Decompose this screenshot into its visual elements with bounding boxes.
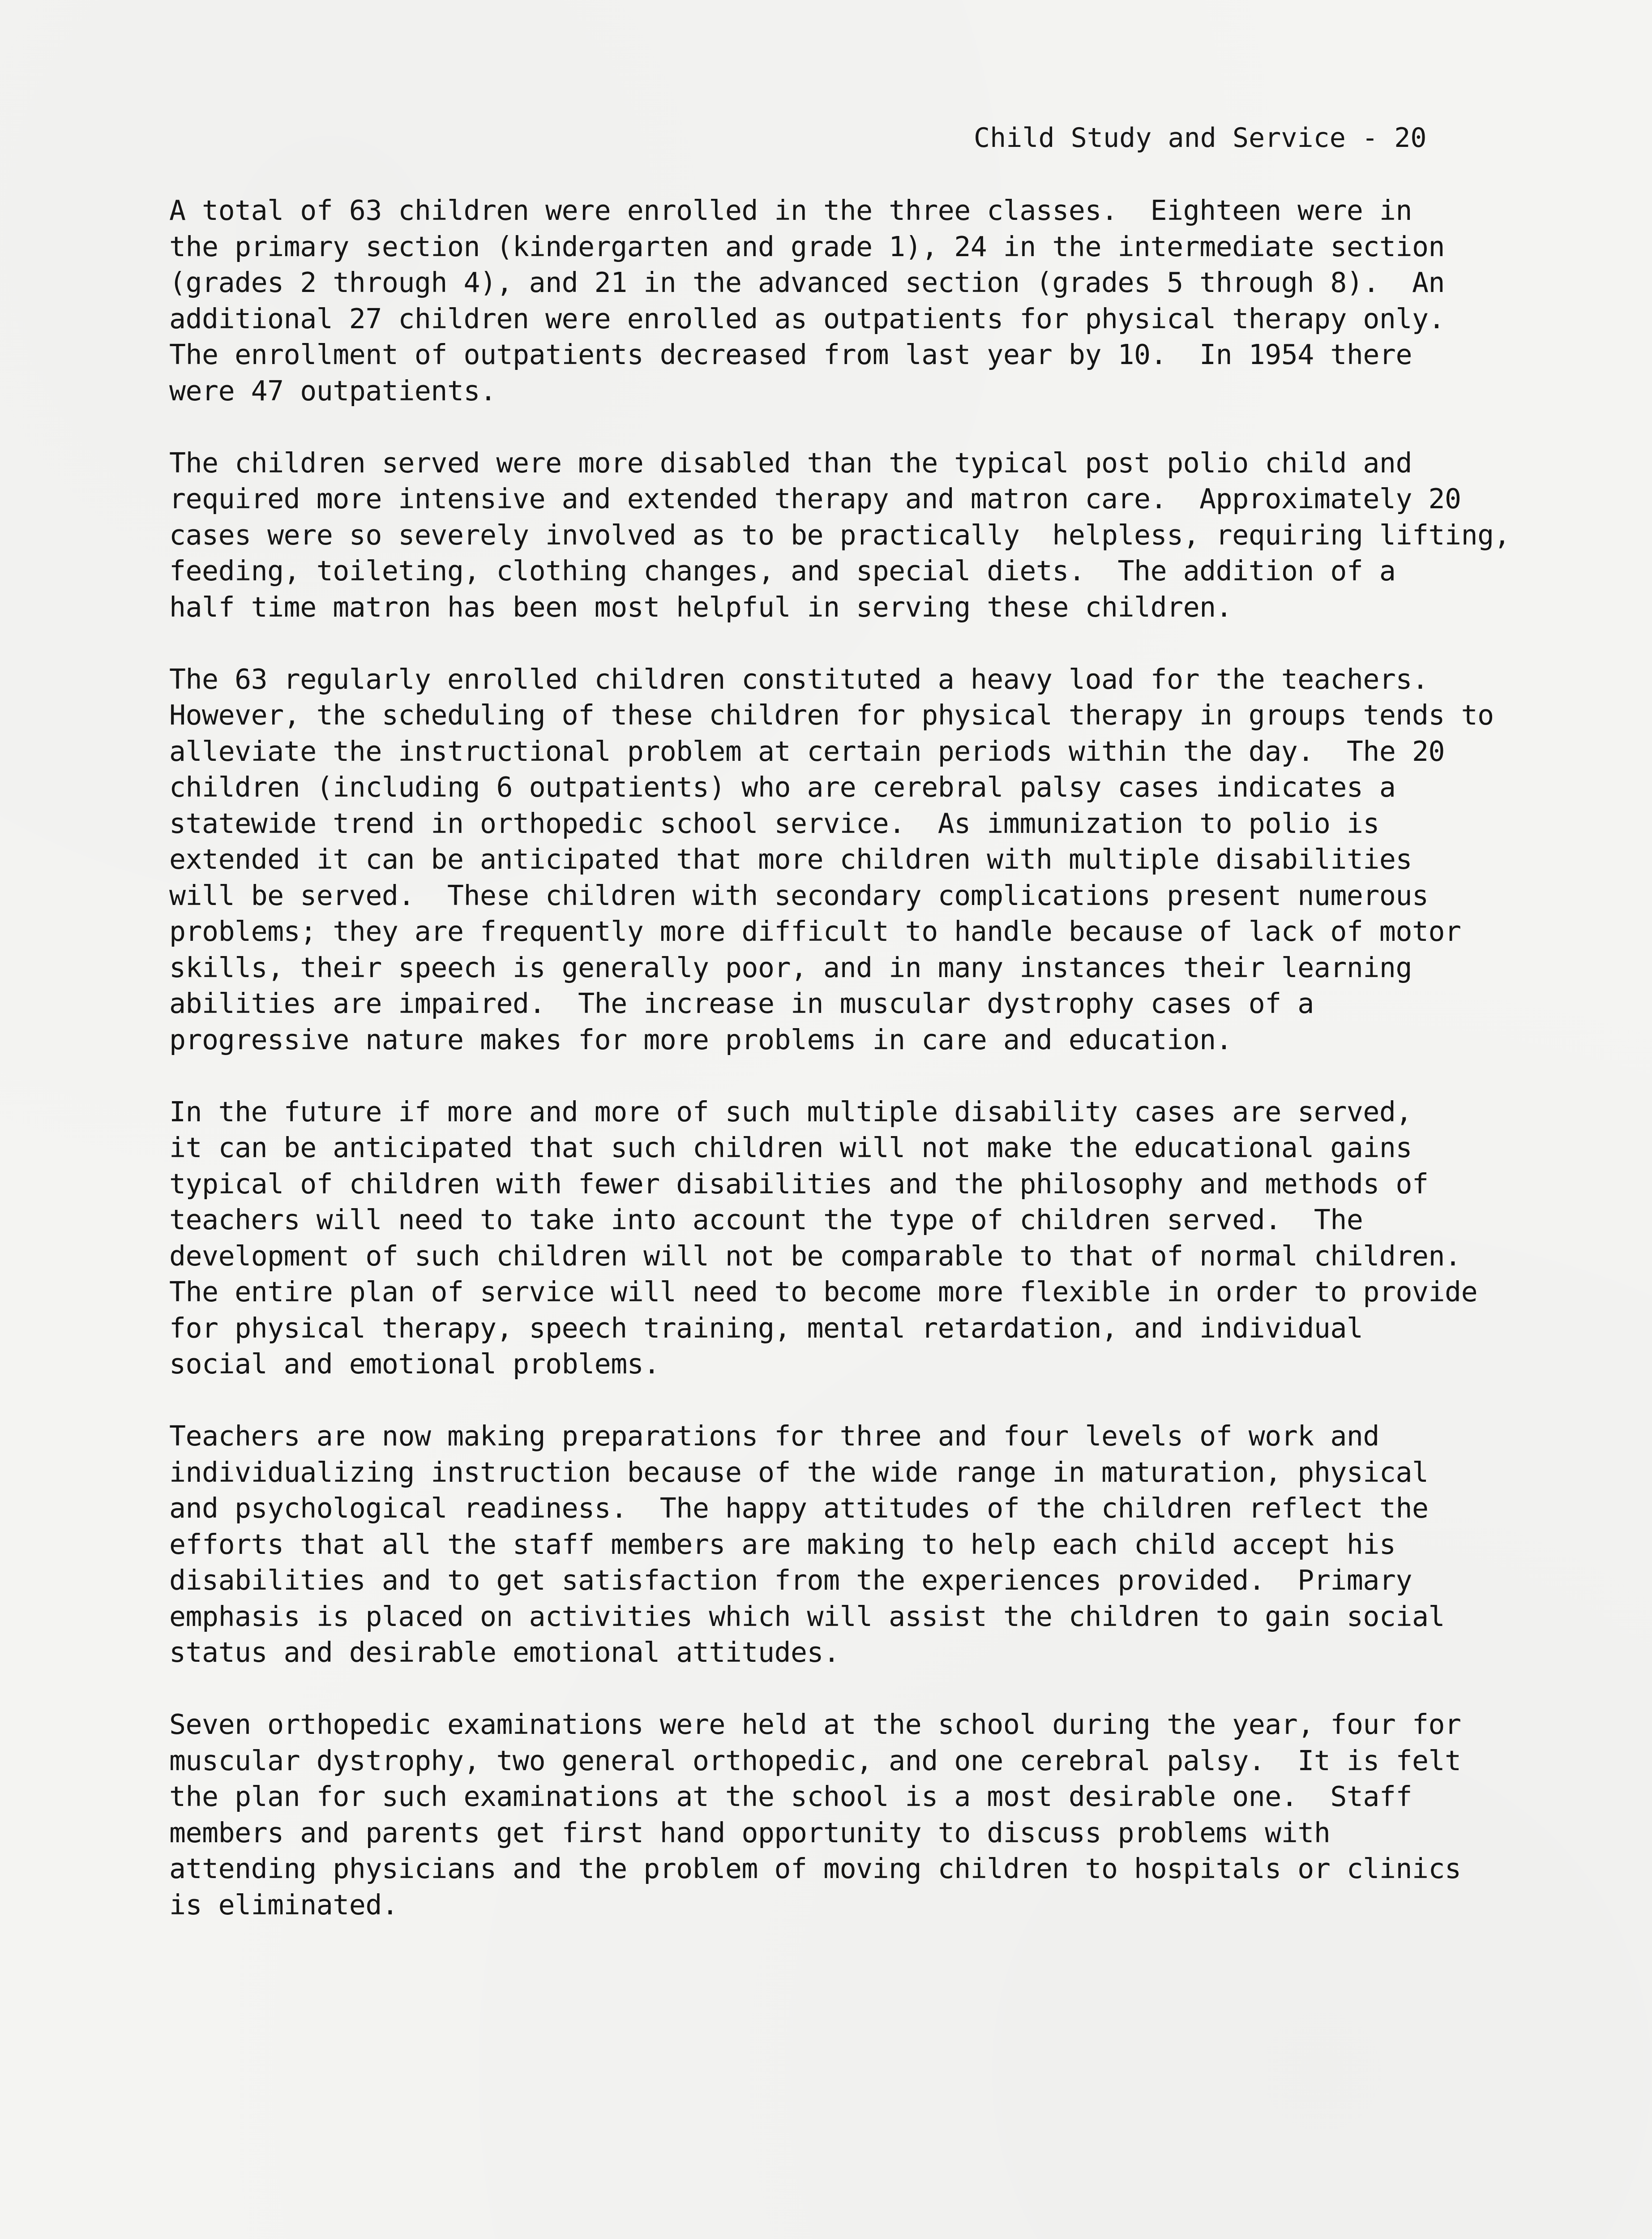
text-line: will be served. These children with secondary complications present numerous: [169, 879, 1429, 912]
paragraph: [169, 445, 1602, 626]
document-body: [169, 193, 1602, 1959]
text-line: typical of children with fewer disabilities and the philosophy and methods of: [169, 1167, 1429, 1200]
text-line: skills, their speech is generally poor, and in many instances their learning: [169, 951, 1412, 984]
text-line: Teachers are now making preparations for three and four levels of work and: [169, 1420, 1379, 1452]
text-line: were 47 outpatients.: [169, 374, 496, 407]
text-line: required more intensive and extended therapy and matron care. Approximately 20: [169, 483, 1461, 515]
paragraph: [169, 193, 1602, 409]
text-line: for physical therapy, speech training, mental retardation, and individual: [169, 1312, 1363, 1344]
text-line: teachers will need to take into account the type of children served. The: [169, 1204, 1363, 1236]
text-line: the primary section (kindergarten and grade 1), 24 in the intermediate section: [169, 230, 1445, 263]
text-line: status and desirable emotional attitudes.: [169, 1636, 840, 1669]
text-line: Seven orthopedic examinations were held at the school during the year, four for: [169, 1708, 1461, 1741]
text-line: emphasis is placed on activities which will assist the children to gain social: [169, 1600, 1445, 1633]
text-line: statewide trend in orthopedic school service. As immunization to polio is: [169, 807, 1379, 840]
paragraph: [169, 661, 1602, 1058]
text-line: alleviate the instructional problem at certain periods within the day. The 20: [169, 735, 1445, 768]
text-line: individualizing instruction because of the wide range in maturation, physical: [169, 1456, 1429, 1488]
text-line: disabilities and to get satisfaction from the experiences provided. Primary: [169, 1564, 1412, 1596]
text-line: (grades 2 through 4), and 21 in the advanced section (grades 5 through 8). An: [169, 266, 1445, 299]
text-line: extended it can be anticipated that more children with multiple disabilities: [169, 843, 1412, 875]
text-line: The 63 regularly enrolled children constituted a heavy load for the teachers.: [169, 663, 1429, 695]
text-line: In the future if more and more of such multiple disability cases are served,: [169, 1095, 1412, 1128]
running-header: Child Study and Service - 20: [974, 122, 1427, 154]
text-line: the plan for such examinations at the school is a most desirable one. Staff: [169, 1780, 1412, 1813]
text-line: However, the scheduling of these children for physical therapy in groups tends to: [169, 699, 1494, 731]
text-line: The children served were more disabled than the typical post polio child and: [169, 446, 1412, 479]
paragraph: [169, 1418, 1602, 1671]
text-line: problems; they are frequently more difficult to handle because of lack of motor: [169, 915, 1461, 948]
text-line: and psychological readiness. The happy attitudes of the children reflect the: [169, 1492, 1429, 1524]
text-line: A total of 63 children were enrolled in the three classes. Eighteen were in: [169, 194, 1412, 227]
text-line: attending physicians and the problem of moving children to hospitals or clinics: [169, 1853, 1461, 1885]
text-line: additional 27 children were enrolled as outpatients for physical therapy only.: [169, 302, 1445, 335]
text-line: muscular dystrophy, two general orthopedic, and one cerebral palsy. It is felt: [169, 1744, 1461, 1777]
text-line: is eliminated.: [169, 1888, 398, 1921]
text-line: children (including 6 outpatients) who are cerebral palsy cases indicates a: [169, 771, 1396, 803]
text-line: The entire plan of service will need to become more flexible in order to provide: [169, 1276, 1478, 1308]
text-line: development of such children will not be comparable to that of normal children.: [169, 1240, 1461, 1272]
text-line: efforts that all the staff members are making to help each child accept his: [169, 1528, 1396, 1561]
text-line: feeding, toileting, clothing changes, and special diets. The addition of a: [169, 555, 1396, 587]
text-line: it can be anticipated that such children will not make the educational gains: [169, 1132, 1412, 1164]
text-line: half time matron has been most helpful in serving these children.: [169, 591, 1233, 623]
text-line: The enrollment of outpatients decreased from last year by 10. In 1954 there: [169, 339, 1412, 371]
text-line: cases were so severely involved as to be practically helpless, requiring lifting,: [169, 519, 1511, 551]
paragraph: [169, 1707, 1602, 1923]
paragraph: [169, 1094, 1602, 1382]
text-line: members and parents get first hand opportunity to discuss problems with: [169, 1816, 1331, 1849]
text-line: social and emotional problems.: [169, 1348, 660, 1380]
text-line: abilities are impaired. The increase in muscular dystrophy cases of a: [169, 987, 1314, 1020]
text-line: progressive nature makes for more problems in care and education.: [169, 1023, 1233, 1056]
